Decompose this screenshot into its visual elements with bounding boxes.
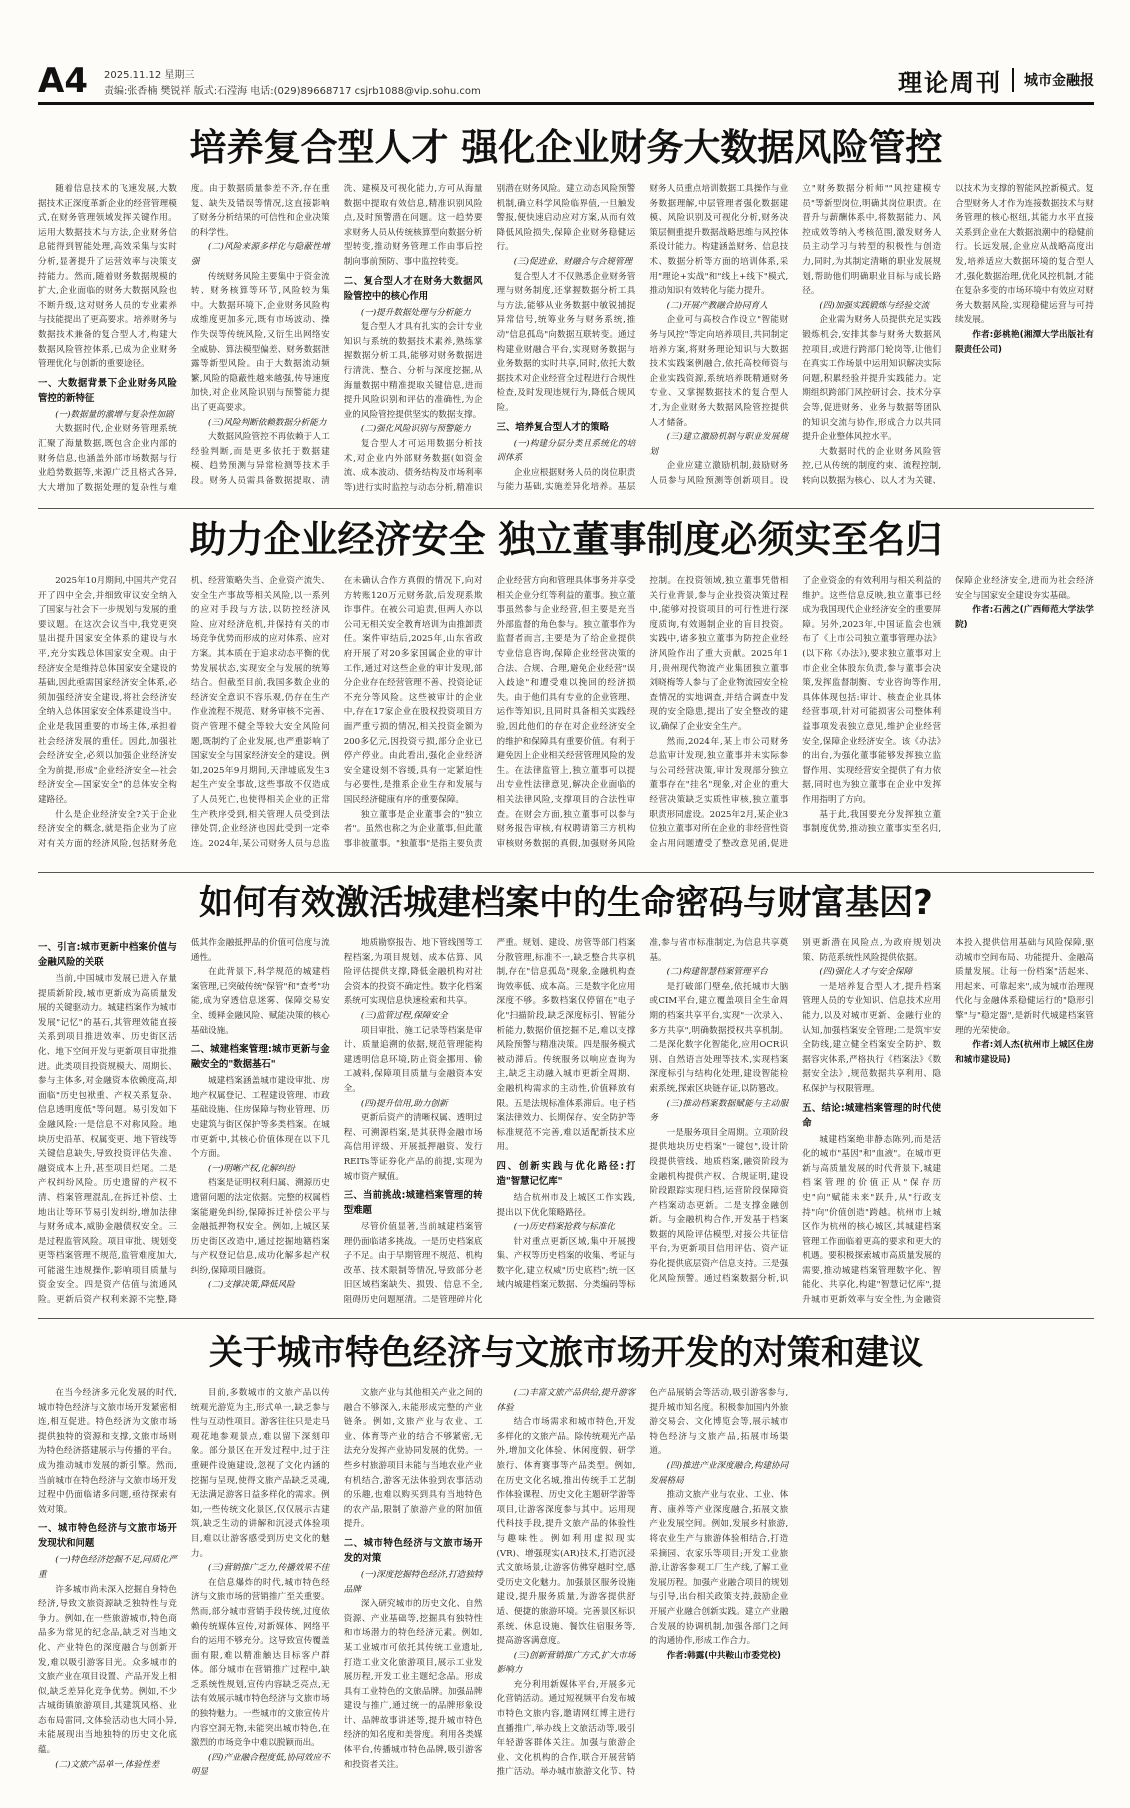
body-paragraph: 传统财务风险主要集中于资金流转、财务核算等环节,风险较为集中。大数据环境下,企业财务风险构成维度更加多元,既有市场波动、操作失误等传统风险,又衍生出网络安全威胁、算法模型偏差、财务数据泄露等新型风险。由于大数据流动频繁,风险的隐蔽性越来越强,传导速度加快,对企业风险识别与预警能力提出了更高要求。 xyxy=(190,271,330,413)
section-heading: 一、城市特色经济与文旅市场开发现状和问题 xyxy=(38,1523,177,1550)
body-paragraph: 在当今经济多元化发展的时代,城市特色经济与文旅市场开发紧密相连,相互促进。特色经济为文旅市场提供独特的资源和支撑,文旅市场则为特色经济搭建展示与传播的平台。成为推动城市发展的新引擎。然而,当前城市在特色经济与文旅市场开发过程中仍面临诸多问题,亟待探索有效对策。 xyxy=(38,1388,177,1515)
subsection-heading: (一)明晰产权,化解纠纷 xyxy=(208,1163,295,1174)
section-name: 理论周刊 xyxy=(898,68,1002,97)
subsection-heading: (二)支撑决策,降低风险 xyxy=(208,1280,295,1291)
body-paragraph: 是打破部门壁垒,依托城市大脑或CIM平台,建立覆盖项目全生命周期的档案共享平台,实现"一次录入、多方共享",明确数据授权共享机制。二是深化数字化智能化,应用OCR识别、自然语言处理等技术,实现档案深度标引与结构化处理,建设智能检索系统,探索区块链存证,以防篡改。 xyxy=(649,981,789,1094)
section-heading: 二、城市特色经济与文旅市场开发的对策 xyxy=(343,1537,483,1564)
body-paragraph: 结合杭州市及上城区工作实践,提出以下优化策略路径。 xyxy=(496,1192,636,1218)
masthead xyxy=(38,60,1094,110)
subsection-heading: (三)营销推广乏力,传播效果不佳 xyxy=(208,1563,330,1574)
body-paragraph: 基于此,我国要充分发挥独立董事制度优势,推动独立董事实至名归,保障企业经济安全,进而为社会经济安全与国家安全建设夯实基础。 xyxy=(802,576,1094,835)
subsection-heading: (三)风险判断依赖数据分析能力 xyxy=(208,417,327,428)
subsection-heading: (一)数据量的激增与复杂性加剧 xyxy=(55,409,174,420)
subsection-heading: (三)促进业、财融合与合规管理 xyxy=(513,256,633,267)
subsection-heading: (四)加强实践锻炼与经验交流 xyxy=(819,300,930,311)
section-heading: 三、当前挑战:城建档案管理的转型难题 xyxy=(343,1190,483,1217)
article-headline: 助力企业经济安全 独立董事制度必须实至名归 xyxy=(189,518,943,561)
article-1 xyxy=(38,118,1094,502)
article-headline: 培养复合型人才 强化企业财务大数据风险管控 xyxy=(189,126,943,169)
body-paragraph: 地质勘察报告、地下管线图等工程档案,为项目规划、成本估算、风险评估提供支撑,降低金融机构对社会资本的投资不确定性。数字化档案系统可实现信息快速检索和共享。 xyxy=(343,938,483,1007)
subsection-heading: (二)文旅产品单一,体验性差 xyxy=(55,1759,160,1770)
masthead-divider xyxy=(1012,68,1014,92)
body-paragraph: 大数据时代,企业财务管理系统汇聚了海量数据,既包含企业内部的财务信息,也涵盖外部市场数据与行业趋势数据等,来源广泛且格式各异,大大增加了数据处理的复杂性与难度。由于数据质量参差不齐,存在重复、缺失及错误等情况,这直接影响了财务分析结果的可信性和企业决策的科学性。 xyxy=(38,184,330,493)
author-byline: 作者:石茜之(广西师范大学法学院) xyxy=(955,605,1094,630)
body-paragraph: 2025年10月期间,中国共产党召开了四中全会,并细致审议安全纳入了国家与社会下一步规划与发展的重要议题。在这次会议当中,我党更突显出提升国家安全体系的建设与水平,充分实践总体国家安全观。由于经济安全是维持总体国家安全建设的基础,因此亟需国家经济安全体系,必须加强经济安全建设,将社会经济安全纳入总体国家安全体系建设当中。企业是我国重要的市场主体,承担着社会经济发展的重任。因此,加强社会经济安全,必须以加强企业经济安全为前提,形成"企业经济安全—社会经济安全—国家安全"的总体安全构建路径。 xyxy=(38,576,177,805)
body-paragraph: 企业可与高校合作设立"智能财务与风控"等定向培养项目,共同制定培养方案,将财务理论知识与大数据技术实践案例融合,依托高校师资与企业实践资源,系统培养既精通财务专业、又掌握数据技术的复合型人才,为企业财务大数据风险管控提供人才储备。 xyxy=(649,315,789,428)
body-paragraph: 在此背景下,科学规范的城建档案管理,已突破传统"保管"和"查考"功能,成为穿透信息迷雾、保障交易安全、缓释金融风险、赋能决策的核心基础设施。 xyxy=(190,967,330,1036)
body-paragraph: 更新后资产的清晰权属、透明过程、可溯源档案,是其获得金融市场高信用评级、开展抵押融资、发行REITs等证券化产品的前提,实现为城市资产赋值。 xyxy=(343,1113,483,1182)
body-paragraph: 许多城市尚未深入挖掘自身特色经济,导致文旅资源缺乏独特性与竞争力。例如,在一些旅游城市,特色商品多为常见的纪念品,缺乏对当地文化、产业特色的深度融合与创新开发,难以吸引游客目光。众多城市的文旅产业在项目设置、产品开发上相似,缺乏差异化竞争优势。例如,不少古城街镇旅游项目,其建筑风格、业态布局雷同,文体验活动也大同小异,未能展现出当地独特的历史文化底蕴。 xyxy=(38,1584,177,1756)
subsection-heading: (三)创新营销推广方式,扩大市场影响力 xyxy=(496,1650,636,1676)
body-paragraph: 当前,中国城市发展已进入存量提质新阶段,城市更新成为高质量发展的关键驱动力。城建档案作为城市发展"记忆"的基石,其管理效能直接关系到项目推进效率、历史街区活化、地下空间开发与更新项目审批推进。此类项目投资规模大、周期长、参与主体多,对金融资本依赖度高,却面临"历史包袱重、产权关系复杂、信息透明度低"等问题。易引发如下金融风险:一是信息不对称风险。地块历史沿革、权属变更、地下管线等关键信息缺失,导致投资评估失准、融资成本上升,甚至项目烂尾。二是产权纠纷风险。历史遗留的产权不清、档案管理混乱,在拆迁补偿、土地出让等环节易引发纠纷,增加法律与财务成本,威胁金融债权安全。三是过程监管风险。项目审批、规划变更等档案管理不规范,监管难度加大,可能滋生违规操作,影响项目质量与资金安全。四是资产估值与流通风险。更新后资产权利来源不完整,降低其作金融抵押品的价值可信度与流通性。 xyxy=(38,938,330,1306)
author-byline: 作者:韩露(中共鞍山市委党校) xyxy=(666,1650,781,1661)
article-divider xyxy=(38,508,1094,509)
section-heading: 一、大数据背景下企业财务风险管控的新特征 xyxy=(38,377,177,404)
body-paragraph: 推动文旅产业与农业、工业、体育、康养等产业深度融合,拓展文旅产业发展空间。例如,发展乡村旅游,将农业生产与旅游体验相结合,打造采摘园、农家乐等项目;开发工业旅游,让游客参观工厂生产线,了解工业发展历程。加强产业融合项目的规划与引导,出台相关政策支持,鼓励企业开展产业融合创新实践。建立产业融合发展的协调机制,加强各部门之间的沟通协作,形成工作合力。 xyxy=(649,1490,789,1647)
body-paragraph: 一是培养复合型人才,提升档案管理人员的专业知识、信息技术应用能力,以及对城市更新、金融行业的认知,加强档案安全管理;二是筑牢安全防线,建立健全档案安全防护、数据容灾体系,严格执行《档案法》《数据安全法》,规范数据共享利用、隐私保护与权限管理。 xyxy=(802,981,942,1094)
article-divider xyxy=(38,1318,1094,1319)
body-paragraph: 随着信息技术的飞速发展,大数据技术正深度革新企业的经营管理模式,在财务管理领域发挥关键作用。运用大数据技术与方法,企业财务信息能得到智能处理,高效采集与实时分析,显著提升了运营效率与决策支持能力。然而,随着财务数据规模的扩大,企业面临的财务大数据风险也不断升级,这对财务人员的专业素养与技能提出了更高要求。培养财务与数据技术兼备的复合型人才,构建大数据风险管控体系,已成为企业财务管理优化与创新的重要途径。 xyxy=(38,184,177,370)
body-paragraph: 大数据风险管控不再依赖于人工经验判断,而是更多依托于数据建模、趋势预测与异常检测等技术手段。财务人员需具备数据提取、清洗、建模及可视化能力,方可从海量数据中提取有效信息,精准识别风险点,及时预警潜在问题。这一趋势要求财务人员从传统核算型向数据分析型转变,推动财务管理工作由事后控制向事前预防、事中监控转变。 xyxy=(190,184,483,486)
subsection-heading: (三)监管过程,保障安全 xyxy=(360,1010,448,1021)
subsection-heading: (一)构建分层分类且系统化的培训体系 xyxy=(496,438,636,464)
article-3 xyxy=(38,878,1094,1312)
subsection-heading: (四)推进产业深度融合,构建协同发展格局 xyxy=(649,1460,789,1486)
article-headline: 如何有效激活城建档案中的生命密码与财富基因? xyxy=(199,883,933,923)
body-paragraph: 一是服务项目全周期。立项阶段提供地块历史档案"一键包",设计阶段提供管线、地质档案,融资阶段为金融机构提供产权、合规证明,建设阶段跟踪实现归档,运营阶段保障资产档案动态更新。二是支撑金融创新。与金融机构合作,开发基于档案数据的风险评估模型,对接公共征信平台,为更新项目信用评估、资产证券化提供底层资产信息支持。三是强化风险预警。通过档案数据分析,识别更新潜在风险点,为政府规划决策、防范系统性风险提供依据。 xyxy=(649,938,942,1284)
article-body xyxy=(38,574,1094,864)
body-paragraph: 在信息爆炸的时代,城市特色经济与文旅市场的营销推广至关重要。然而,部分城市营销手段传统,过度依赖传统媒体宣传,对新媒体、网络平台的运用不够充分。这导致宣传覆盖面有限,难以精准触达目标客户群体。部分城市在营销推广过程中,缺乏系统性规划,宣传内容缺乏亮点,无法有效展示城市特色经济与文旅市场的独特魅力。一些城市的文旅宣传片内容空洞无物,未能突出城市特色,在激烈的市场竞争中难以脱颖而出。 xyxy=(190,1577,330,1749)
subsection-heading: (二)丰富文旅产品供给,提升游客体验 xyxy=(496,1388,636,1413)
article-headline: 关于城市特色经济与文旅市场开发的对策和建议 xyxy=(209,1333,923,1373)
body-paragraph: 文旅产业与其他相关产业之间的融合不够深入,未能形成完整的产业链条。例如,文旅产业与农业、工业、体育等产业的结合不够紧密,无法充分发挥产业协同发展的优势。一些乡村旅游项目未能与当地农业产业有机结合,游客无法体验到农事活动的乐趣,也难以购买到具有当地特色的农产品,限制了旅游产业的附加值提升。 xyxy=(343,1388,483,1530)
body-paragraph: 复合型人才可运用数据分析技术,对企业内外部财务数据(如资金流、成本波动、债务结构及市场利率等)进行实时监控与动态分析,精准识别潜在财务风险。建立动态风险预警机制,确立科学风险临界值,一旦触发警报,便快速启动应对方案,从而有效降低风险损失,保障企业财务稳健运行。 xyxy=(343,184,636,493)
subsection-heading: (一)深度挖掘特色经济,打造独特品牌 xyxy=(343,1569,483,1595)
subsection-heading: (一)特色经济挖掘不足,同质化严重 xyxy=(38,1555,177,1580)
article-body xyxy=(38,1386,1094,1792)
subsection-heading: (二)开展产教融合协同育人 xyxy=(666,300,768,311)
section-heading: 五、结论:城建档案管理的时代使命 xyxy=(802,1102,942,1129)
body-paragraph: 档案是证明权利归属、溯源历史遗留问题的法定依据。完整的权属档案能避免纠纷,保障拆迁补偿公平与金融抵押物权安全。例如,上城区某历史街区改造中,通过挖掘地籍档案与产权登记信息,成功化解多起产权纠纷,保障项目融资。 xyxy=(190,1178,330,1276)
article-divider xyxy=(38,872,1094,873)
section-heading: 一、引言:城市更新中档案价值与金融风险的关联 xyxy=(38,942,177,968)
body-paragraph: 大数据时代的企业财务风险管控,已从传统的制度约束、流程控制,转向以数据为核心、以人才为关键、以技术为支撑的智能风控新模式。复合型财务人才作为连接数据技术与财务管理的核心枢纽,其能力水平直接关系到企业在大数据浪潮中的稳健前行。长远发展,企业应从战略高度出发,培养适应大数据环境的复合型人才,强化数据治理,优化风控机制,才能在复杂多变的市场环境中有效应对财务大数据风险,实现稳健运营与可持续发展。 xyxy=(802,184,1094,486)
page-number: A4 xyxy=(38,61,88,101)
body-paragraph: 企业需为财务人员提供充足实践锻炼机会,安排其参与财务大数据风控项目,或进行跨部门轮岗等,让他们在真实工作场景中运用知识解决实际问题,积累经验并提升实践能力。定期组织跨部门风控研讨会、技术分享会等,促进财务、业务与数据等团队的知识交流与协作,形成合力以共同提升企业整体风控水平。 xyxy=(802,315,942,443)
body-paragraph: 独立董事是企业董事会的"独立者"。虽然也称之为企业董事,但此董事非彼董事。"独董事"是指主要负责企业经营方向和管理具体事务并享受相关企业分红等利益的董事。独立董事虽然参与企业经营,但主要是充当外部监督的角色参与。独立董事作为监督者而言,主要是为了给企业提供专业信息咨询,保障企业经营决策的合法、合规、合理,避免企业经营"误入歧途"和遭受难以挽回的经济损失。由于他们具有专业的企业管理、运作等知识,且同时具备相关实践经验,因此他们的存在对企业经济安全的维护和保障具有重要价值。有利于避免因上企业相关经营管理风险的发生。在法律监管上,独立董事可以提出专业性法律意见,解决企业面临的相关法律风险,支撑项目的合法性审查。在财会方面,独立董事可以参与财务报告审核,有权聘请第三方机构审核财务数据的真假,加强财务风险控制。在投资领域,独立董事凭借相关行业背景,参与企业投资决策过程中,能够对投资项目的可行性进行深度质询,有效遏制企业的盲目投资。实践中,诸多独立董事为防控企业经济风险作出了重大贡献。2025年1月,贵州现代物流产业集团独立董事刘晓梅等人参与了企业物流园安全检查情况的实地调查,并结合调查中发现的安全隐患,提出了安全整改的建议,确保了企业安全生产。 xyxy=(343,576,789,849)
masthead-rule xyxy=(38,102,1094,105)
body-paragraph: 深入研究城市的历史文化、自然资源、产业基础等,挖掘具有独特性和市场潜力的特色经济元素。例如,某工业城市可依托其传统工业遗址,打造工业文化旅游项目,展示工业发展历程,开发工业主题纪念品。形成具有工业特色的文旅品牌。加强品牌建设与推广,通过统一的品牌形象设计、品牌故事讲述等,提升城市特色经济的知名度和美誉度。利用各类媒体平台,传播城市特色品牌,吸引游客和投资者关注。 xyxy=(343,1599,483,1770)
subsection-heading: (三)建立激励机制与职业发展规划 xyxy=(649,432,789,457)
newspaper-name: 城市金融报 xyxy=(1024,73,1094,89)
body-paragraph: 针对重点更新区域,集中开展搜集、产权等历史档案的收集、考证与数字化,建立权威"历史底档";统一区域内城建档案元数据、分类编码等标准,参与省市标准制定,为信息共享奠基。 xyxy=(496,938,789,1291)
issue-date: 2025.11.12 星期三 xyxy=(104,70,195,81)
subsection-heading: (四)提升信用,助力创新 xyxy=(360,1098,448,1109)
body-paragraph: 城建档案绝非静态陈列,而是活化的城市"基因"和"血液"。在城市更新与高质量发展的时代背景下,城建档案管理的价值正从"保存历史"向"赋能未来"跃升,从"行政支持"向"价值创造"跨越。杭州市上城区作为杭州的核心城区,其城建档案管理工作面临着更高的要求和更大的机遇。要积极探索城市高质量发展的需要,推动城建档案管理数字化、智能化、共享化,构建"智慧记忆库",提升城市更新效率与安全性,为金融资本投入提供信用基础与风险保障,驱动城市空间布局、功能提升、金融高质量发展。让每一份档案"活起来、用起来、可靠起来",成为城市治理现代化与金融体系稳健运行的"隐形引擎"与"稳定器",是新时代城建档案管理的光荣使命。 xyxy=(802,938,1094,1306)
body-paragraph: 结合市场需求和城市特色,开发多样化的文旅产品。除传统观光产品外,增加文化体验、休闲度假、研学旅行、体育赛事等产品类型。例如,在历史文化名城,推出传统手工艺制作体验课程、历史文化主题研学游等项目,让游客深度参与其中。运用现代科技手段,提升文旅产品的体验性与趣味性。例如利用虚拟现实(VR)、增强现实(AR)技术,打造沉浸式文旅场景,让游客仿佛穿越时空,感受历史文化魅力。加强景区服务设施建设,提升服务质量,为游客提供舒适、便捷的旅游环境。完善景区标识系统、休息设施、餐饮住宿服务等,提高游客满意度。 xyxy=(496,1417,636,1647)
article-4 xyxy=(38,1324,1094,1794)
article-body xyxy=(38,936,1094,1310)
editor-credits: 责编:张香楠 樊锐祥 版式:石滢海 电话:(029)89668717 csjrb1088@vip.sohu.com xyxy=(104,86,481,97)
subsection-heading: (一)提升数据处理与分析能力 xyxy=(360,307,471,318)
section-banner xyxy=(898,62,1094,98)
subsection-heading: (二)构建智慧档案管理平台 xyxy=(666,967,768,978)
body-paragraph: 城建档案涵盖城市建设审批、房地产权属登记、工程建设管理、市政基础设施、住房保障与物业管理、历史建筑与街区保护等多类档案。在城市更新中,其核心价值体现在以下几个方面。 xyxy=(190,1076,330,1160)
article-body xyxy=(38,182,1094,500)
body-paragraph: 项目审批、施工记录等档案是审计、质量追溯的依据,规范管理能构建透明信息环境,防止资金挪用、偷工减料,保障项目质量与金融资本安全。 xyxy=(343,1025,483,1094)
article-2 xyxy=(38,514,1094,866)
subsection-heading: (一)历史档案抢救与标准化 xyxy=(513,1222,615,1233)
body-paragraph: 充分利用新媒体平台,开展多元化营销活动。通过短视频平台发布城市特色文旅内容,邀请网红博主进行直播推广,举办线上文旅活动等,吸引年轻游客群体关注。加强与旅游企业、文化机构的合作,联合开展营销推广活动。举办城市旅游文化节、特色产品展销会等活动,吸引游客参与,提升城市知名度。积极参加国内外旅游交易会、文化博览会等,展示城市特色经济与文旅产品,拓展市场渠道。 xyxy=(496,1388,789,1778)
subsection-heading: (四)产业融合程度低,协同效应不明显 xyxy=(190,1752,330,1778)
author-byline: 作者:刘人杰(杭州市上城区住房和城市建设局) xyxy=(955,1040,1094,1065)
body-paragraph: 目前,多数城市的文旅产品以传统观光游览为主,形式单一,缺乏参与性与互动性项目。游客往往只是走马观花地参观景点,难以留下深刻印象。部分景区在开发过程中,过于注重硬件设施建设,忽视了文化内涵的挖掘与呈现,使得文旅产品缺乏灵魂,无法满足游客日益多样化的需求。例如,一些传统文化景区,仅仅展示古建筑,缺乏生动的讲解和沉浸式体验项目,难以让游客感受到历史文化的魅力。 xyxy=(190,1388,330,1559)
body-paragraph: 什么是企业经济安全?关于企业经济安全的概念,就是指企业为了应对有关方面的经济风险,包括财务危机、经营策略失当、企业资产流失、安全生产事故等相关风险,以一系列的应对手段与方法,以防控经济风险、应对经济危机,并保持有关的市场竞争优势而形成的应对体系、应对方案。其本质在于追求动态平衡的优势发展状态,实现安全与发展的统筹结合。但截至目前,我国多数企业的经济安全意识不容乐观,仍存在生产作业流程不规范、财务审核不完善、资产管理不健全等较大安全风险问题,既制约了企业发展,也严重影响了国家安全与国家经济安全的建设。例如,2025年9月期间,天津墟底发生3起生产安全事故,这些事故不仅造成了人员死亡,也使得相关企业的正常生产秩序受到,相关管理人员受到法律处罚,企业经济也因此受到一定牵连。2024年,某公司财务人员与总监在未确认合作方真假的情况下,向对方转账120万元财务款,后发现系欺诈事件。在被公司追责,但两人亦以公司无相关安全教育培训为由推卸责任。案件审结后,2025年,山东省政府开展了对20多家国属企业的审计工作,通过对这些企业的审计发现,部分企业存在经营管理不善、投资论证不充分等风险。这些被审计的企业中,存在17家企业在股权投资项目方面严重亏损的情况,相关投资金额为200多亿元,因投资亏损,部分企业已停产停业。由此看出,强化企业经济安全建设刻不容缓,具有一定紧迫性与必要性,是推系企业生存和发展与国民经济健康有序的重要保障。 xyxy=(38,576,483,849)
body-paragraph: 复合型人才具有扎实的会计专业知识与系统的数据技术素养,熟练掌握数据分析工具,能够对财务数据进行清洗、整合、分析与深度挖掘,从海量数据中精准提取关键信息,进而提升风险识别和评估的准确性,为企业的风险管控提供坚实的数据支撑。 xyxy=(343,322,483,420)
subsection-heading: (二)风险来源多样化与隐蔽性增强 xyxy=(190,242,330,267)
author-byline: 作者:彭桃艳(湘潭大学出版社有限责任公司) xyxy=(955,329,1094,355)
body-paragraph: 然而,2024年,某上市公司财务总监审计发现,独立董事并未实际参与公司经营决策,审计发现部分独立董事存在"挂名"现象,对企业的重大经营决策缺乏实质性审核,独立董事职责形同虚设。2025年2月,某企业3位独立董事对所在企业的非经营性资金占用问题遭受了整改意见函,促进了企业资金的有效利用与相关利益的维护。这些信息反映,独立董事已经成为我国现代企业经济安全的重要屏障。另外,2023年,中国证监会也颁布了《上市公司独立董事管理办法》(以下称《办法》),要求独立董事对上市企业全体股东负责,参与董事会决策,发挥监督制衡、专业咨询等作用,具体体现包括:审计、核查企业具体经营事项,针对可能损害公司整体利益事项发表独立意见,维护企业经营安全,保障企业经济安全。该《办法》的出台,为强化董事能够发挥独立监督作用、实现经营安全提供了有力依据,同时也为独立董事在企业中发挥作用指明了方向。 xyxy=(649,576,942,849)
subsection-heading: (四)强化人才与安全保障 xyxy=(819,967,913,978)
subsection-heading: (三)推动档案数据赋能与主动服务 xyxy=(649,1098,789,1124)
section-heading: 二、城建档案管理:城市更新与金融安全的"数据基石" xyxy=(190,1044,330,1071)
body-paragraph: 企业应根据财务人员的岗位职责与能力基础,实施差异化培养。基层财务人员重点培训数据工具操作与业务数据理解,中层管理者强化数据建模、风险识别及可视化分析,财务决策层侧重提升数据战略思维与风控体系设计能力。构建涵盖财务、信息技术、数据分析等方面的培训体系,采用"理论+实战"和"线上+线下"模式,推动知识有效转化与能力提升。 xyxy=(496,184,789,493)
subsection-heading: (二)强化风险识别与预警能力 xyxy=(360,424,471,435)
body-paragraph: 企业应建立激励机制,鼓励财务人员参与风险预测等创新项目。设立"财务数据分析师""风控建模专员"等新型岗位,明确其岗位职责。在晋升与薪酬体系中,将数据能力、风控成效等纳入考核范围,激发财务人员主动学习与转型的积极性与创造力,同时,为其制定清晰的职业发展规划,帮助他们明确职业目标与成长路径。 xyxy=(649,184,942,486)
section-heading: 四、创新实践与优化路径:打造"智慧记忆库" xyxy=(496,1160,636,1187)
section-heading: 二、复合型人才在财务大数据风险管控中的核心作用 xyxy=(343,275,483,302)
body-paragraph: 复合型人才不仅熟悉企业财务管理与财务制度,还掌握数据分析工具与方法,能够从业务数据中敏锐捕捉异常信号,统筹业务与财务系统,推动"信息孤岛"向数据互联转变。通过构建业财融合平台,实现财务数据与业务数据的实时共享,同时,依托大数据技术对企业经营全过程进行合规性检查,及时发现违规行为,降低合规风险。 xyxy=(496,271,636,413)
body-paragraph: 尽管价值显著,当前城建档案管理仍面临诸多挑战。一是历史档案底子不足。由于早期管理不规范、机构改革、技术限制等情况,导致部分老旧区域档案缺失、损毁、信息不全,阻碍历史问题厘清。二是管理碎片化严重。规划、建设、房管等部门档案分散管理,标准不一,缺乏整合共享机制,存在"信息孤岛"现象,金融机构查询效率低、成本高。三是数字化应用深度不够。多数档案仅停留在"电子化"扫描阶段,缺乏深度标引、智能分析能力,数据价值挖掘不足,难以支撑风险预警与精准决策。四是服务模式被动滞后。传统服务以响应查询为主,缺乏主动融入城市更新全周期、金融机构需求的主动性,价值释放有限。五是法规标准体系滞后。电子档案法律效力、长期保存、安全防护等标准规范不完善,难以适配新技术应用。 xyxy=(343,938,636,1306)
section-heading: 三、培养复合型人才的策略 xyxy=(496,421,610,433)
